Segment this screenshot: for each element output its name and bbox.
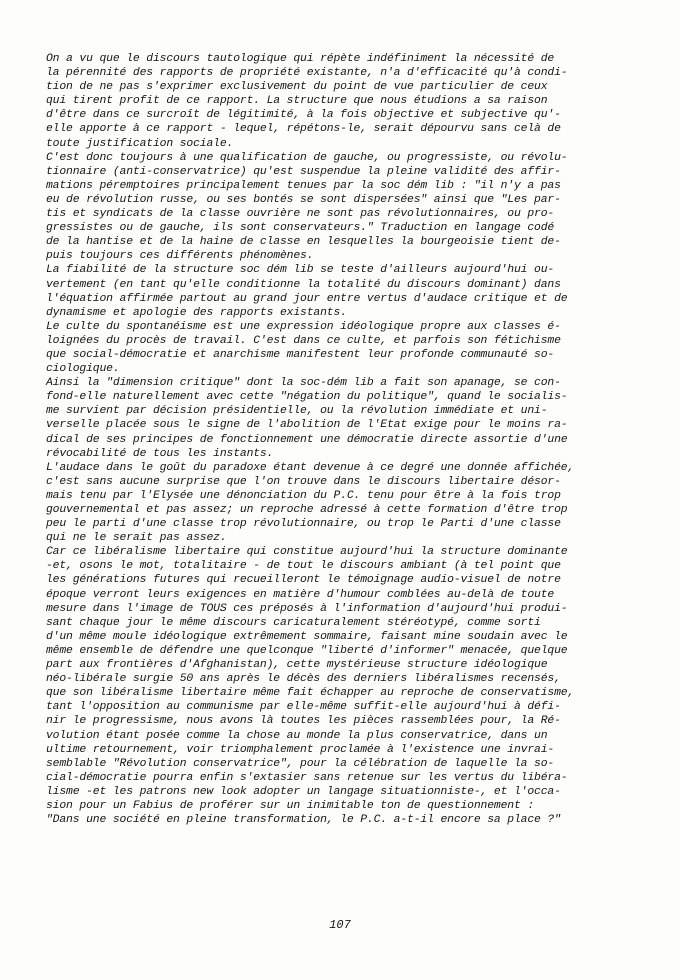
text-line: eu de révolution russe, ou ses bontés se sont dispersées" ainsi que "Les par-: [46, 193, 561, 206]
paragraph: [46, 545, 646, 827]
text-line: les générations futures qui recueilleront le témoignage audio-visuel de notre: [46, 574, 561, 587]
text-line: semblable "Révolution conservatrice", pour la célébration de laquelle la so-: [46, 757, 555, 770]
text-line: Le culte du spontanéisme est une expression idéologique propre aux classes é-: [46, 320, 561, 333]
text-line: gouvernemental et pas assez; un reproche adressé à cette formation d'être trop: [46, 504, 568, 516]
text-line: même ensemble de défendre une quelconque "liberté d'informer" menacée, quelque: [46, 644, 568, 657]
text-line: toute justification sociale.: [46, 137, 234, 150]
text-line: qui tirent profit de ce rapport. La structure que nous étudions a sa raison: [46, 95, 548, 108]
text-line: Car ce libéralisme libertaire qui constitue aujourd'hui la structure dominante: [46, 546, 568, 559]
text-line: lisme -et les patrons new look adopter un langage situationniste-, et l'occa-: [46, 785, 561, 798]
paragraph: [46, 376, 646, 461]
text-line: tion de ne pas s'exprimer exclusivement du point de vue particulier de ceux: [46, 81, 548, 94]
text-line: volution étant posée comme la chose au monde la plus conservatrice, dans un: [46, 729, 548, 742]
text-line: cial-démocratie pourra enfin s'extasier sans retenue sur les vertus du libéra-: [46, 771, 568, 784]
text-line: C'est donc toujours à une qualification de gauche, ou progressiste, ou révolu-: [46, 151, 568, 164]
page-number: 107: [329, 918, 351, 932]
paragraph: [46, 151, 646, 264]
text-line: c'est sans aucune surprise que l'on trouve dans le discours libertaire désor-: [46, 475, 561, 488]
text-line: que social-démocratie et anarchisme manifestent leur profonde communauté so-: [46, 348, 555, 361]
text-line: sion pour un Fabius de proférer sur un inimitable ton de questionnement :: [46, 799, 535, 812]
text-line: tant l'opposition au communisme par elle-même suffit-elle aujourd'hui à défi-: [46, 701, 561, 714]
text-line: gressistes ou de gauche, ils sont conservateurs." Traduction en langage codé: [46, 222, 555, 235]
text-line: "Dans une société en pleine transformation, le P.C. a-t-il encore sa place ?": [46, 814, 561, 827]
text-line: la pérennité des rapports de propriété existante, n'a d'efficacité qu'à condi-: [46, 67, 568, 80]
text-line: de la hantise et de la haine de classe en lesquelles la bourgeoisie tient de-: [46, 236, 561, 249]
text-line: révocabilité de tous les instants.: [46, 447, 274, 460]
text-line: qui ne le serait pas assez.: [46, 532, 227, 545]
text-line: ultime retournement, voir triomphalement proclamée à l'existence une invrai-: [46, 743, 555, 756]
text-line: Ainsi la "dimension critique" dont la soc-dém lib a fait son apanage, se con-: [46, 377, 561, 390]
paragraph: [46, 320, 646, 376]
text-line: ciologique.: [46, 363, 120, 376]
text-line: verselle placée sous le signe de l'abolition de l'Etat exige pour le moins ra-: [46, 419, 568, 432]
text-line: puis toujours ces différents phénomènes.: [46, 250, 314, 263]
text-line: que son libéralisme libertaire même fait échapper au reproche de conservatisme,: [46, 687, 575, 700]
text-line: l'équation affirmée partout au grand jour entre vertus d'audace critique et de: [46, 292, 568, 305]
body-text: [46, 52, 646, 827]
text-line: fond-elle naturellement avec cette "négation du politique", quand le socialis-: [46, 391, 568, 404]
paragraph: [46, 263, 646, 319]
paragraph: [46, 52, 646, 151]
text-line: époque verront leurs exigences en matière d'humour comblées au-delà de toute: [46, 588, 555, 601]
text-line: mesure dans l'image de TOUS ces préposés à l'information d'aujourd'hui produi-: [46, 602, 568, 615]
text-line: vertement (en tant qu'elle conditionne la totalité du discours dominant) dans: [46, 278, 561, 291]
text-line: nir le progressisme, nous avons là toutes les pièces rassemblées pour, la Ré-: [46, 715, 561, 728]
text-line: dical de ses principes de fonctionnement une démocratie directe assortie d'une: [46, 433, 568, 446]
text-line: néo-libérale surgie 50 ans après le décès des derniers libéralismes recensés,: [46, 673, 561, 686]
text-line: d'être dans ce surcroît de légitimité, à la fois objective et subjective qu'-: [46, 109, 561, 122]
text-line: On a vu que le discours tautologique qui répète indéfiniment la nécessité de: [46, 53, 555, 65]
text-line: peu le parti d'une classe trop révolutionnaire, ou trop le Parti d'une classe: [46, 518, 561, 531]
text-line: mations péremptoires principalement tenues par la soc dém lib : "il n'y a pas: [46, 179, 561, 192]
text-line: part aux frontières d'Afghanistan), cette mystérieuse structure idéologique: [46, 659, 548, 672]
text-line: tis et syndicats de la classe ouvrière ne sont pas révolutionnaires, ou pro-: [46, 208, 555, 221]
paragraph: [46, 461, 646, 546]
text-line: L'audace dans le goût du paradoxe étant devenue à ce degré une donnée affichée,: [46, 461, 575, 474]
text-line: loignées du procès de travail. C'est dans ce culte, et parfois son fétichisme: [46, 334, 561, 347]
text-line: d'un même moule idéologique extrêmement sommaire, faisant mine soudain avec le: [46, 630, 568, 643]
text-line: me survient par décision présidentielle, ou la révolution immédiate et uni-: [46, 405, 548, 418]
text-line: elle apporte à ce rapport - lequel, répétons-le, serait dépourvu sans celà de: [46, 123, 561, 136]
text-line: La fiabilité de la structure soc dém lib se teste d'ailleurs aujourd'hui ou-: [46, 264, 555, 277]
text-line: sant chaque jour le même discours caricaturalement stéréotypé, comme sorti: [46, 616, 541, 629]
text-line: tionnaire (anti-conservatrice) qu'est suspendue la pleine validité des affir-: [46, 165, 561, 178]
text-line: -et, osons le mot, totalitaire - de tout le discours ambiant (à tel point que: [46, 560, 561, 573]
text-line: mais tenu par l'Elysée une dénonciation du P.C. tenu pour être à la fois trop: [46, 489, 561, 502]
text-line: dynamisme et apologie des rapports existants.: [46, 306, 347, 319]
